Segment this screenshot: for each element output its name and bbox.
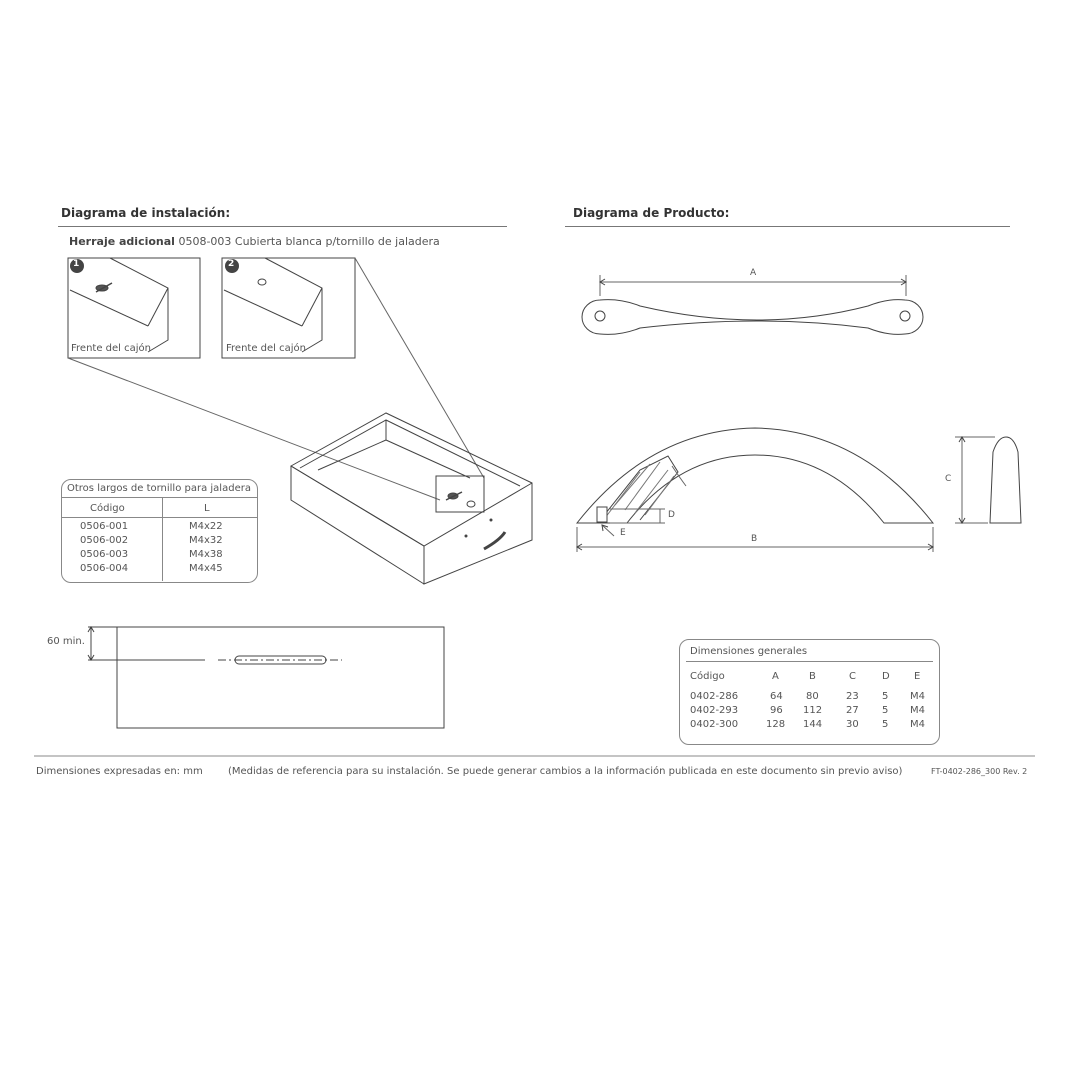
dimensions-table-title: Dimensiones generales [690, 646, 808, 657]
extra-hardware-text: 0508-003 Cubierta blanca p/tornillo de jaladera [178, 235, 440, 248]
screw-row-length: M4x38 [189, 549, 223, 560]
handle-slot [235, 656, 326, 664]
screw-row-code: 0506-001 [80, 521, 129, 532]
screw-row-code: 0506-003 [80, 549, 129, 560]
screw-table-header-code: Código [90, 503, 125, 514]
dim-header-c: C [849, 671, 856, 682]
screw-table [61, 479, 258, 583]
step1-number: 1 [73, 259, 80, 269]
dim-row-a: 96 [770, 705, 783, 716]
clearance-label: 60 min. [47, 636, 85, 647]
dim-b-label: B [751, 534, 758, 544]
dim-row-b: 80 [806, 691, 819, 702]
clearance-plate [117, 627, 444, 728]
dim-row-c: 27 [846, 705, 859, 716]
drawer-handle [484, 532, 505, 549]
dim-e-label: E [620, 528, 626, 538]
dim-row-b: 112 [803, 705, 823, 716]
step2-caption: Frente del cajón [226, 343, 306, 354]
dim-row-c: 30 [846, 719, 859, 730]
dim-row-e: M4 [910, 705, 925, 716]
product-title: Diagrama de Producto: [573, 206, 730, 220]
footer-units: Dimensiones expresadas en: mm [36, 766, 203, 777]
dim-header-a: A [772, 671, 779, 682]
dim-row-d: 5 [882, 691, 889, 702]
dim-row-c: 23 [846, 691, 859, 702]
step2-cover-icon [258, 279, 266, 285]
dim-row-d: 5 [882, 705, 889, 716]
dim-d-label: D [668, 510, 675, 520]
screw-row-code: 0506-004 [80, 563, 129, 574]
dim-row-a: 64 [770, 691, 783, 702]
step2-number: 2 [228, 259, 235, 269]
dim-header-code: Código [690, 671, 725, 682]
installation-title: Diagrama de instalación: [61, 206, 231, 220]
dim-a-label: A [750, 268, 757, 278]
dim-header-d: D [882, 671, 890, 682]
footer-doc-code: FT-0402-286_300 Rev. 2 [931, 767, 1028, 776]
dim-row-code: 0402-300 [690, 719, 739, 730]
handle-end-profile [955, 437, 1021, 523]
step1-caption: Frente del cajón [71, 343, 151, 354]
dim-row-b: 144 [803, 719, 823, 730]
dim-row-a: 128 [766, 719, 786, 730]
screw-row-length: M4x45 [189, 563, 223, 574]
dim-row-code: 0402-293 [690, 705, 739, 716]
dim-row-e: M4 [910, 691, 925, 702]
screw-table-header-l: L [204, 503, 210, 514]
screw-row-code: 0506-002 [80, 535, 129, 546]
dim-row-d: 5 [882, 719, 889, 730]
handle-top-view [582, 275, 923, 334]
screw-row-length: M4x32 [189, 535, 223, 546]
footer-note: (Medidas de referencia para su instalación. Se puede generar cambios a la información publicada en este documento sin previo aviso) [228, 766, 903, 777]
step1-screw-icon [96, 283, 112, 292]
dim-header-b: B [809, 671, 816, 682]
screw-row-length: M4x22 [189, 521, 223, 532]
dim-header-e: E [914, 671, 921, 682]
dimensions-table [679, 639, 940, 745]
dim-c-label: C [945, 474, 952, 484]
drawer-illustration [291, 413, 532, 584]
dim-row-code: 0402-286 [690, 691, 739, 702]
screw-table-title: Otros largos de tornillo para jaladera [67, 483, 251, 494]
extra-hardware-label: Herraje adicional [69, 235, 175, 248]
dim-row-e: M4 [910, 719, 925, 730]
